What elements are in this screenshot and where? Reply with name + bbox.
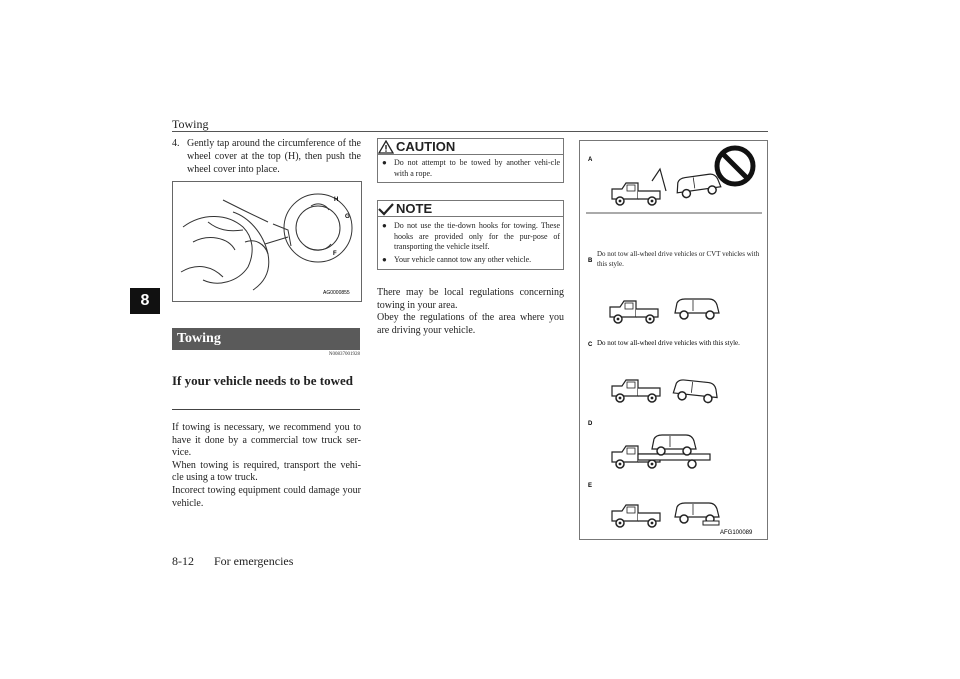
caution-item: ● Do not attempt to be towed by another vehi-cle with a rope. [382,158,560,178]
paragraph: Incorect towing equipment could damage your vehicle. [172,484,361,509]
dolly-car-icon [675,503,719,525]
subheading: If your vehicle needs to be towed [172,373,354,388]
towed-car-icon [675,299,719,319]
paragraph: When towing is required, transport the vehi-cle using a tow truck. [172,459,361,484]
step-4 [172,137,361,176]
section-title-bar: Towing [172,328,360,350]
left-body-text [172,422,361,510]
caption-b: Do not tow all-wheel drive vehicles or CVT vehicles with this style. [597,250,760,268]
towed-car-icon [673,379,719,403]
note-box [377,200,564,270]
page-number: 8-12 [172,554,194,568]
step-number: 4. [172,138,180,149]
towing-methods-figure [579,140,768,540]
figure-letter-d: D [588,421,593,427]
figure-letter-a: A [588,157,593,163]
figure-letter-b: B [588,258,593,264]
chapter-name: For emergencies [214,554,294,568]
paragraph: There may be local regulations concerning towing in your area. [377,287,564,311]
caution-heading [378,139,455,154]
paragraph: Obey the regulations of the area where you are driving your vehicle. [377,312,564,336]
figure-letter-e: E [588,483,593,489]
figure-code: AG0000855 [323,290,350,296]
carried-car-icon [652,435,696,455]
wheel-cover-illustration [173,182,361,301]
page-footer [172,554,293,569]
subheading-rule [172,409,360,410]
towed-car-icon [675,173,721,199]
header-rule [172,131,768,132]
wheel-cover-figure [172,181,362,302]
page-header-title: Towing [172,117,209,131]
note-rule [378,216,563,217]
caution-label: CAUTION [396,139,456,154]
caution-rule [378,154,563,155]
towing-methods-illustration [580,141,767,539]
caution-box [377,138,564,183]
prohibited-icon [717,148,753,184]
label-h: H [334,197,339,203]
wrecker-truck-icon [610,301,658,323]
warning-triangle-icon [378,140,394,154]
caption-c: Do not tow all-wheel drive vehicles with this style. [597,339,740,347]
wrecker-truck-icon [612,505,660,527]
checkmark-icon [378,202,394,216]
section-code: N00837001928 [328,352,360,357]
figure-letter-c: C [588,342,593,348]
note-label: NOTE [396,201,433,216]
paragraph: If towing is necessary, we recommend you to have it done by a commercial tow truck ser-vice. [172,422,361,459]
figure-code: AFG100089 [720,530,753,536]
note-heading [378,201,432,216]
bullet-icon: ● [382,221,387,230]
bullet-icon: ● [382,158,387,167]
wrecker-truck-icon [612,183,660,205]
bullet-icon: ● [382,255,387,264]
chapter-tab: 8 [130,288,160,314]
label-g: G [345,214,350,220]
middle-body-text [377,287,564,337]
note-item: ● Do not use the tie-down hooks for towing. These hooks are provided only for the pur-pose of transporting the vehicle itself. [382,221,560,251]
note-item: ● Your vehicle cannot tow any other vehicle. [382,255,532,264]
wrecker-truck-icon [612,380,660,402]
label-f: F [333,251,337,257]
step-text: Gently tap around the circumference of the wheel cover at the top (H), then push the wheel cover into place. [187,138,361,175]
